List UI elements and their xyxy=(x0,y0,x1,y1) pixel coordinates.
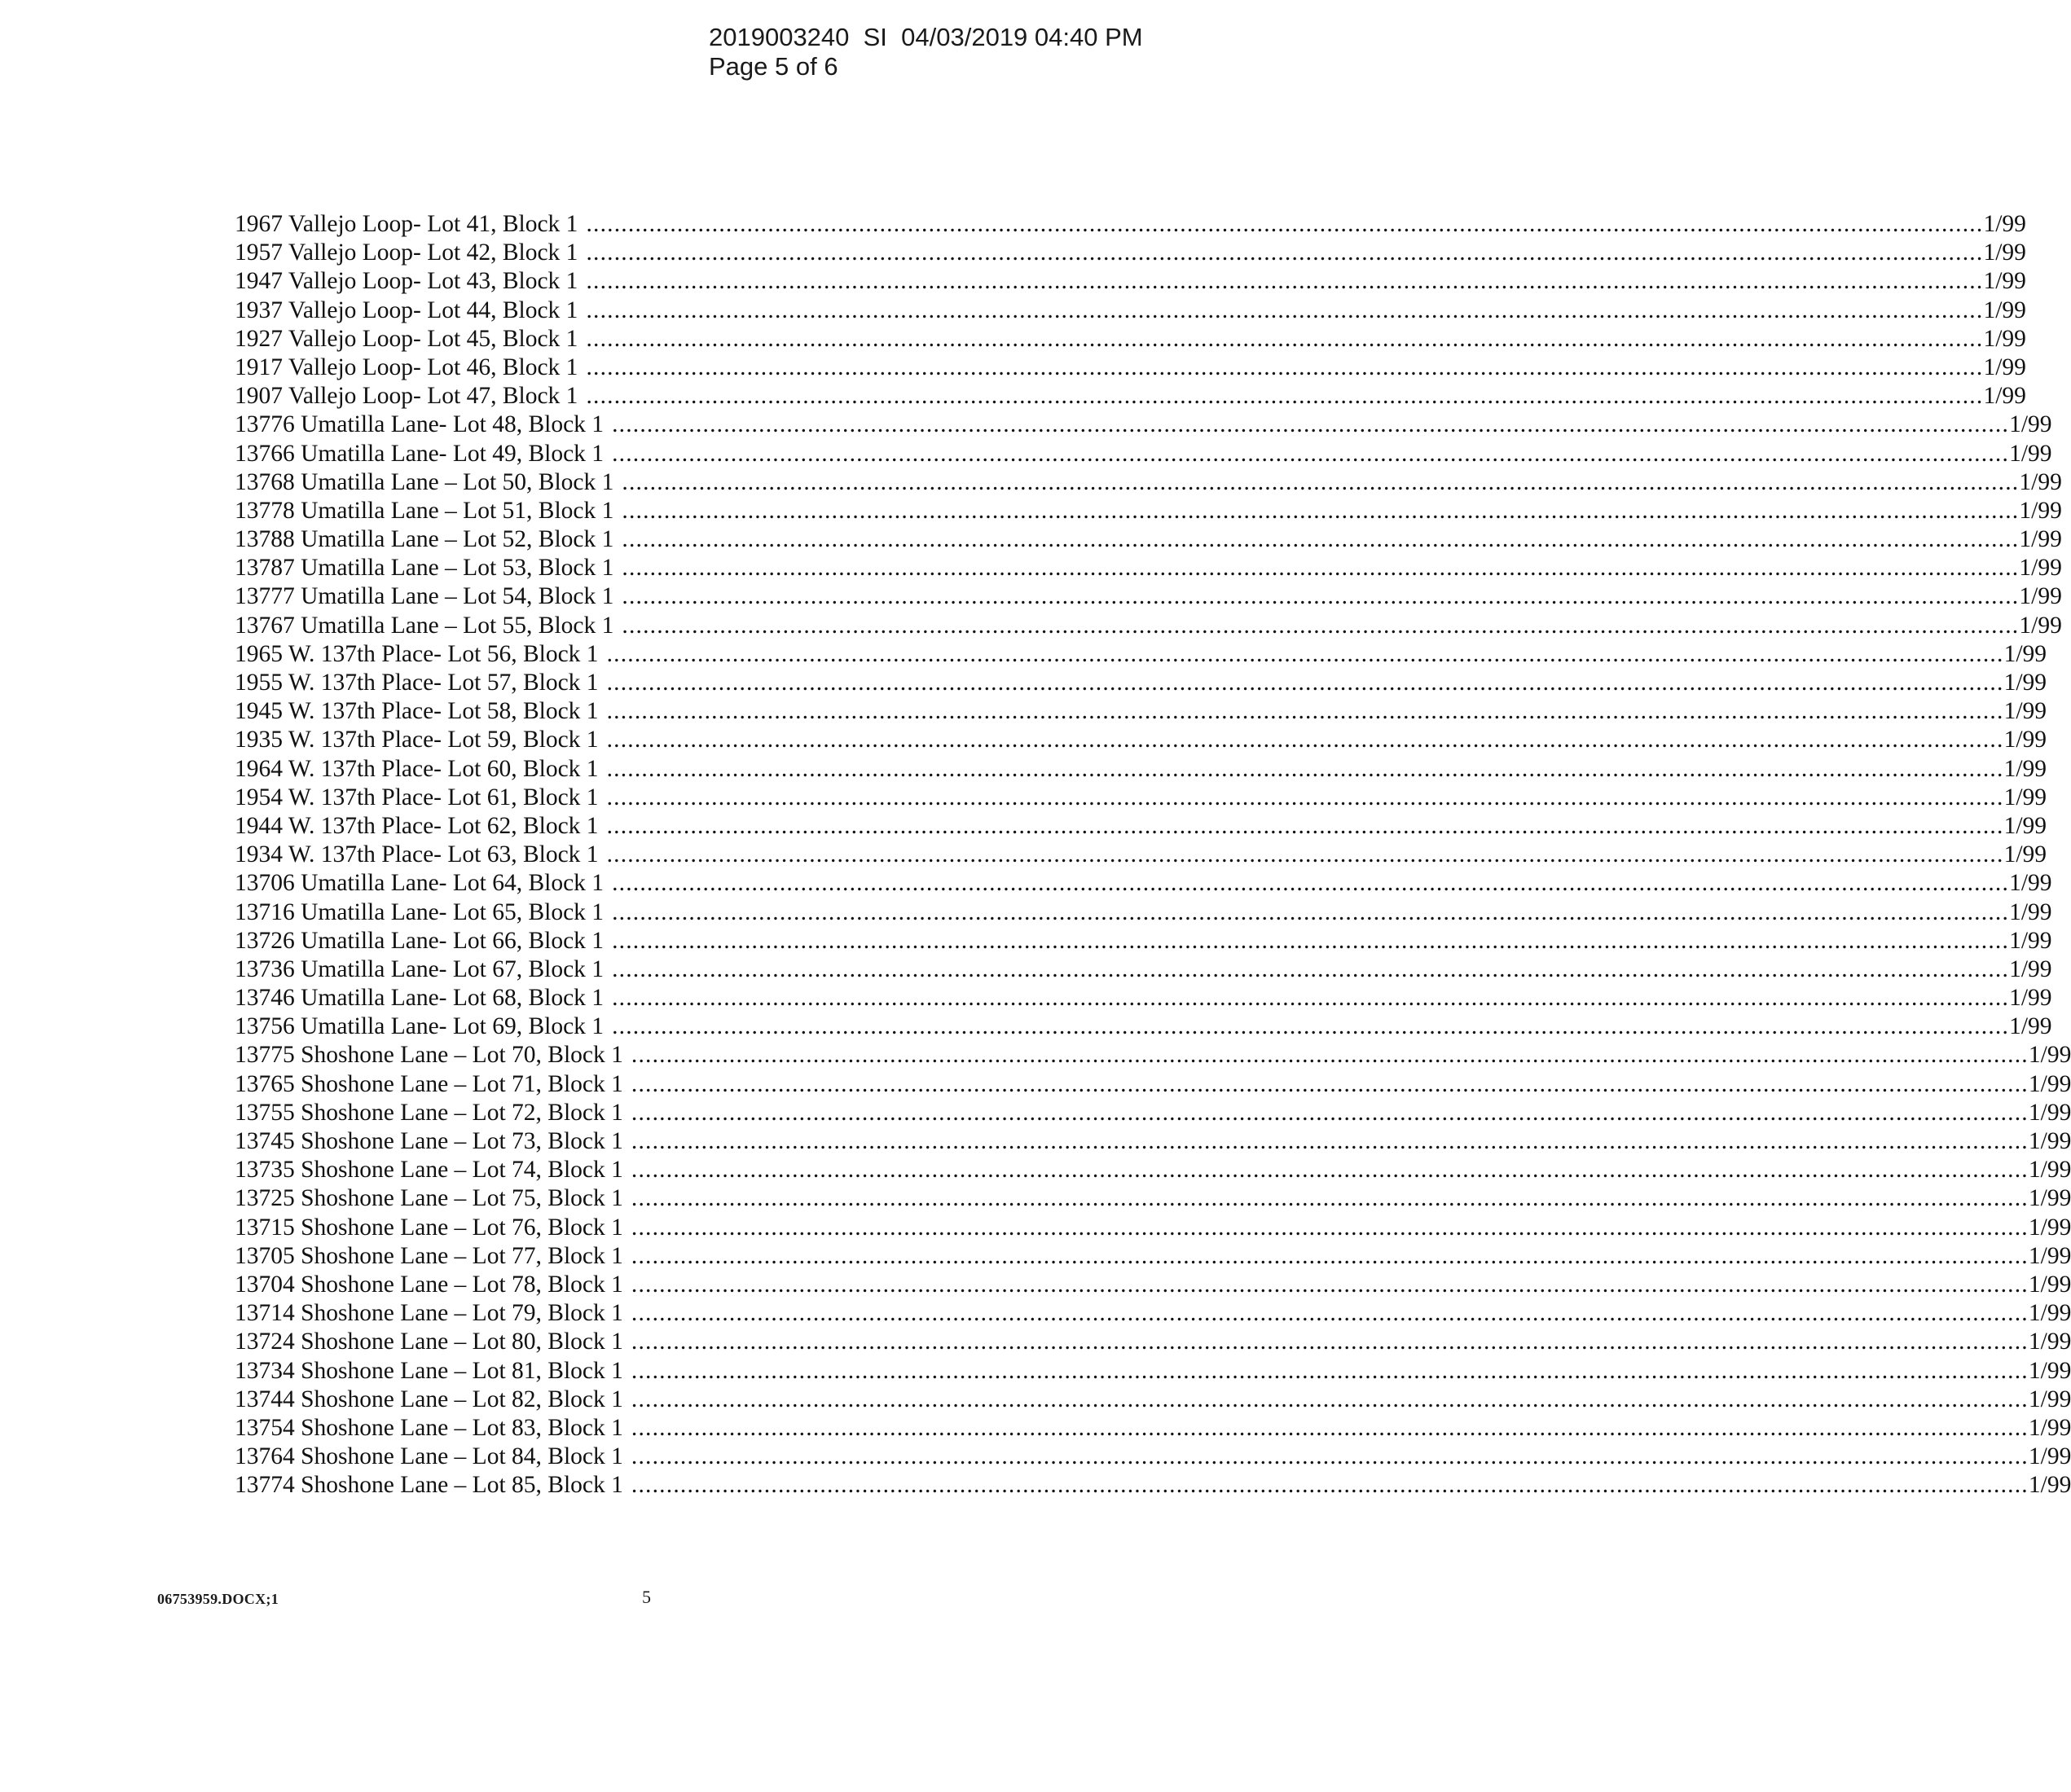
lot-row xyxy=(235,612,2062,640)
lot-row xyxy=(235,1041,2071,1069)
lot-row xyxy=(235,755,2047,784)
lot-row xyxy=(235,784,2047,812)
lot-share: 1/99 xyxy=(2028,1386,2071,1412)
dot-leader: ........................................................................................................................................................................................................ xyxy=(631,1443,2029,1470)
lot-share: 1/99 xyxy=(2003,784,2047,810)
dot-leader: ........................................................................................................................................................................................................ xyxy=(606,727,2004,753)
dot-leader: ........................................................................................................................................................................................................ xyxy=(631,1386,2029,1412)
lot-description: 13735 Shoshone Lane – Lot 74, Block 1 xyxy=(235,1157,623,1184)
dot-leader: ........................................................................................................................................................................................................ xyxy=(586,383,1984,410)
lot-row xyxy=(235,468,2062,497)
lot-row xyxy=(235,554,2062,582)
lot-share: 1/99 xyxy=(2009,870,2052,897)
dot-leader: ........................................................................................................................................................................................................ xyxy=(586,354,1984,380)
lot-share: 1/99 xyxy=(2009,898,2052,925)
lot-share: 1/99 xyxy=(2019,468,2062,495)
lot-row xyxy=(235,869,2052,898)
lot-row xyxy=(235,927,2052,955)
lot-description: 1967 Vallejo Loop- Lot 41, Block 1 xyxy=(235,211,578,237)
lot-share: 1/99 xyxy=(2003,755,2047,782)
lot-row xyxy=(235,1299,2071,1328)
lot-description: 13755 Shoshone Lane – Lot 72, Block 1 xyxy=(235,1099,623,1126)
dot-leader: ........................................................................................................................................................................................................ xyxy=(586,296,1984,323)
dot-leader: ........................................................................................................................................................................................................ xyxy=(631,1472,2029,1499)
lot-share: 1/99 xyxy=(2003,812,2047,839)
document-id: 06753959.DOCX;1 xyxy=(157,1591,279,1607)
lot-description: 13756 Umatilla Lane- Lot 69, Block 1 xyxy=(235,1013,605,1040)
lot-share: 1/99 xyxy=(2028,1443,2071,1470)
dot-leader: ........................................................................................................................................................................................................ xyxy=(622,497,2020,524)
dot-leader: ........................................................................................................................................................................................................ xyxy=(606,670,2004,696)
lot-description: 13744 Shoshone Lane – Lot 82, Block 1 xyxy=(235,1386,623,1412)
lot-share: 1/99 xyxy=(1983,354,2026,380)
lot-row xyxy=(235,382,2026,411)
lot-description: 13775 Shoshone Lane – Lot 70, Block 1 xyxy=(235,1042,623,1069)
lot-row xyxy=(235,984,2052,1012)
lot-share: 1/99 xyxy=(2028,1214,2071,1241)
lot-description: 13724 Shoshone Lane – Lot 80, Block 1 xyxy=(235,1329,623,1355)
recording-stamp xyxy=(709,23,1143,81)
dot-leader: ........................................................................................................................................................................................................ xyxy=(631,1300,2029,1327)
dot-leader: ........................................................................................................................................................................................................ xyxy=(612,411,2010,438)
dot-leader: ........................................................................................................................................................................................................ xyxy=(631,1242,2029,1269)
lot-share: 1/99 xyxy=(2028,1300,2071,1327)
lot-row xyxy=(235,411,2052,439)
lot-row xyxy=(235,582,2062,611)
lot-row xyxy=(235,1156,2071,1184)
dot-leader: ........................................................................................................................................................................................................ xyxy=(631,1357,2029,1384)
lot-row xyxy=(235,898,2052,927)
lot-description: 13706 Umatilla Lane- Lot 64, Block 1 xyxy=(235,870,605,897)
lot-share: 1/99 xyxy=(2009,440,2052,467)
recording-number-line: 2019003240 SI 04/03/2019 04:40 PM xyxy=(709,23,1143,51)
lot-share: 1/99 xyxy=(2028,1357,2071,1384)
lot-share: 1/99 xyxy=(2028,1157,2071,1184)
lot-description: 13734 Shoshone Lane – Lot 81, Block 1 xyxy=(235,1357,623,1384)
lot-share: 1/99 xyxy=(1983,383,2026,410)
lot-share: 1/99 xyxy=(2003,640,2047,667)
dot-leader: ........................................................................................................................................................................................................ xyxy=(612,898,2010,925)
lot-row xyxy=(235,1099,2071,1127)
lot-description: 1907 Vallejo Loop- Lot 47, Block 1 xyxy=(235,383,578,410)
lot-description: 13754 Shoshone Lane – Lot 83, Block 1 xyxy=(235,1414,623,1441)
lot-description: 13765 Shoshone Lane – Lot 71, Block 1 xyxy=(235,1070,623,1097)
lot-row xyxy=(235,1414,2071,1443)
lot-description: 13745 Shoshone Lane – Lot 73, Block 1 xyxy=(235,1128,623,1154)
dot-leader: ........................................................................................................................................................................................................ xyxy=(586,325,1984,352)
lot-description: 1957 Vallejo Loop- Lot 42, Block 1 xyxy=(235,239,578,266)
dot-leader: ........................................................................................................................................................................................................ xyxy=(612,440,2010,467)
lot-description: 13777 Umatilla Lane – Lot 54, Block 1 xyxy=(235,583,614,610)
lot-row xyxy=(235,669,2047,697)
lot-share: 1/99 xyxy=(1983,268,2026,295)
dot-leader: ........................................................................................................................................................................................................ xyxy=(606,812,2004,839)
dot-leader: ........................................................................................................................................................................................................ xyxy=(606,755,2004,782)
lot-row xyxy=(235,955,2052,984)
lot-share: 1/99 xyxy=(2019,497,2062,524)
lot-row xyxy=(235,267,2026,296)
lot-row xyxy=(235,1184,2071,1213)
lot-row xyxy=(235,325,2026,354)
lot-description: 1934 W. 137th Place- Lot 63, Block 1 xyxy=(235,841,599,868)
lot-description: 13774 Shoshone Lane – Lot 85, Block 1 xyxy=(235,1472,623,1499)
lot-row xyxy=(235,697,2047,726)
lot-share: 1/99 xyxy=(2009,1013,2052,1040)
lot-description: 13704 Shoshone Lane – Lot 78, Block 1 xyxy=(235,1271,623,1298)
dot-leader: ........................................................................................................................................................................................................ xyxy=(606,784,2004,810)
lot-share: 1/99 xyxy=(2028,1042,2071,1069)
dot-leader: ........................................................................................................................................................................................................ xyxy=(631,1271,2029,1298)
dot-leader: ........................................................................................................................................................................................................ xyxy=(612,955,2010,982)
lot-share: 1/99 xyxy=(2019,612,2062,639)
dot-leader: ........................................................................................................................................................................................................ xyxy=(631,1042,2029,1069)
dot-leader: ........................................................................................................................................................................................................ xyxy=(631,1128,2029,1154)
lot-row xyxy=(235,1214,2071,1242)
lot-share: 1/99 xyxy=(2028,1414,2071,1441)
lot-description: 1965 W. 137th Place- Lot 56, Block 1 xyxy=(235,640,599,667)
lot-description: 13715 Shoshone Lane – Lot 76, Block 1 xyxy=(235,1214,623,1241)
dot-leader: ........................................................................................................................................................................................................ xyxy=(631,1329,2029,1355)
lot-share: 1/99 xyxy=(2009,927,2052,954)
lot-share: 1/99 xyxy=(2028,1271,2071,1298)
lot-share: 1/99 xyxy=(2028,1099,2071,1126)
lot-allocation-list xyxy=(235,210,2071,1500)
lot-description: 13716 Umatilla Lane- Lot 65, Block 1 xyxy=(235,898,605,925)
lot-share: 1/99 xyxy=(2003,698,2047,725)
lot-row xyxy=(235,726,2047,754)
lot-description: 13764 Shoshone Lane – Lot 84, Block 1 xyxy=(235,1443,623,1470)
lot-description: 1927 Vallejo Loop- Lot 45, Block 1 xyxy=(235,325,578,352)
lot-row xyxy=(235,1127,2071,1156)
dot-leader: ........................................................................................................................................................................................................ xyxy=(622,468,2020,495)
lot-description: 13725 Shoshone Lane – Lot 75, Block 1 xyxy=(235,1185,623,1212)
lot-share: 1/99 xyxy=(2003,841,2047,868)
lot-share: 1/99 xyxy=(2019,583,2062,610)
lot-share: 1/99 xyxy=(2003,727,2047,753)
lot-description: 13714 Shoshone Lane – Lot 79, Block 1 xyxy=(235,1300,623,1327)
lot-share: 1/99 xyxy=(2028,1185,2071,1212)
dot-leader: ........................................................................................................................................................................................................ xyxy=(622,583,2020,610)
dot-leader: ........................................................................................................................................................................................................ xyxy=(606,698,2004,725)
lot-row xyxy=(235,1357,2071,1386)
dot-leader: ........................................................................................................................................................................................................ xyxy=(612,870,2010,897)
lot-row xyxy=(235,1070,2071,1099)
lot-description: 13778 Umatilla Lane – Lot 51, Block 1 xyxy=(235,497,614,524)
lot-row xyxy=(235,1471,2071,1500)
lot-share: 1/99 xyxy=(2009,411,2052,438)
lot-description: 1945 W. 137th Place- Lot 58, Block 1 xyxy=(235,698,599,725)
lot-description: 1937 Vallejo Loop- Lot 44, Block 1 xyxy=(235,296,578,323)
lot-description: 13776 Umatilla Lane- Lot 48, Block 1 xyxy=(235,411,605,438)
lot-description: 13705 Shoshone Lane – Lot 77, Block 1 xyxy=(235,1242,623,1269)
dot-leader: ........................................................................................................................................................................................................ xyxy=(606,640,2004,667)
dot-leader: ........................................................................................................................................................................................................ xyxy=(631,1157,2029,1184)
lot-description: 13766 Umatilla Lane- Lot 49, Block 1 xyxy=(235,440,605,467)
lot-description: 1954 W. 137th Place- Lot 61, Block 1 xyxy=(235,784,599,810)
lot-row xyxy=(235,812,2047,841)
dot-leader: ........................................................................................................................................................................................................ xyxy=(631,1070,2029,1097)
lot-description: 1947 Vallejo Loop- Lot 43, Block 1 xyxy=(235,268,578,295)
lot-share: 1/99 xyxy=(1983,325,2026,352)
lot-description: 1955 W. 137th Place- Lot 57, Block 1 xyxy=(235,670,599,696)
lot-share: 1/99 xyxy=(2019,526,2062,553)
lot-share: 1/99 xyxy=(2028,1070,2071,1097)
dot-leader: ........................................................................................................................................................................................................ xyxy=(586,239,1984,266)
lot-description: 13746 Umatilla Lane- Lot 68, Block 1 xyxy=(235,985,605,1012)
dot-leader: ........................................................................................................................................................................................................ xyxy=(612,1013,2010,1040)
lot-row xyxy=(235,640,2047,669)
lot-description: 13726 Umatilla Lane- Lot 66, Block 1 xyxy=(235,927,605,954)
lot-row xyxy=(235,841,2047,869)
lot-row xyxy=(235,525,2062,554)
lot-share: 1/99 xyxy=(2028,1472,2071,1499)
dot-leader: ........................................................................................................................................................................................................ xyxy=(631,1414,2029,1441)
lot-share: 1/99 xyxy=(2028,1329,2071,1355)
lot-share: 1/99 xyxy=(1983,211,2026,237)
page-number: 5 xyxy=(642,1587,651,1607)
lot-description: 13736 Umatilla Lane- Lot 67, Block 1 xyxy=(235,955,605,982)
lot-row xyxy=(235,1386,2071,1414)
lot-description: 13788 Umatilla Lane – Lot 52, Block 1 xyxy=(235,526,614,553)
lot-share: 1/99 xyxy=(2019,555,2062,582)
dot-leader: ........................................................................................................................................................................................................ xyxy=(586,211,1984,237)
dot-leader: ........................................................................................................................................................................................................ xyxy=(631,1214,2029,1241)
lot-row xyxy=(235,440,2052,468)
lot-row xyxy=(235,210,2026,239)
lot-share: 1/99 xyxy=(2009,955,2052,982)
dot-leader: ........................................................................................................................................................................................................ xyxy=(631,1185,2029,1212)
lot-share: 1/99 xyxy=(1983,239,2026,266)
lot-share: 1/99 xyxy=(1983,296,2026,323)
dot-leader: ........................................................................................................................................................................................................ xyxy=(586,268,1984,295)
dot-leader: ........................................................................................................................................................................................................ xyxy=(612,985,2010,1012)
dot-leader: ........................................................................................................................................................................................................ xyxy=(631,1099,2029,1126)
lot-description: 1964 W. 137th Place- Lot 60, Block 1 xyxy=(235,755,599,782)
lot-share: 1/99 xyxy=(2028,1128,2071,1154)
dot-leader: ........................................................................................................................................................................................................ xyxy=(606,841,2004,868)
lot-share: 1/99 xyxy=(2028,1242,2071,1269)
lot-share: 1/99 xyxy=(2009,985,2052,1012)
lot-description: 13767 Umatilla Lane – Lot 55, Block 1 xyxy=(235,612,614,639)
lot-row xyxy=(235,1242,2071,1271)
page-count-line: Page 5 of 6 xyxy=(709,52,838,81)
lot-row xyxy=(235,1012,2052,1041)
lot-description: 13768 Umatilla Lane – Lot 50, Block 1 xyxy=(235,468,614,495)
dot-leader: ........................................................................................................................................................................................................ xyxy=(622,555,2020,582)
lot-description: 1935 W. 137th Place- Lot 59, Block 1 xyxy=(235,727,599,753)
lot-row xyxy=(235,354,2026,382)
lot-row xyxy=(235,296,2026,325)
lot-row xyxy=(235,497,2062,525)
lot-row xyxy=(235,239,2026,267)
lot-description: 1917 Vallejo Loop- Lot 46, Block 1 xyxy=(235,354,578,380)
lot-row xyxy=(235,1443,2071,1471)
lot-row xyxy=(235,1271,2071,1299)
lot-row xyxy=(235,1328,2071,1356)
lot-description: 13787 Umatilla Lane – Lot 53, Block 1 xyxy=(235,555,614,582)
lot-share: 1/99 xyxy=(2003,670,2047,696)
lot-description: 1944 W. 137th Place- Lot 62, Block 1 xyxy=(235,812,599,839)
dot-leader: ........................................................................................................................................................................................................ xyxy=(622,612,2020,639)
dot-leader: ........................................................................................................................................................................................................ xyxy=(622,526,2020,553)
dot-leader: ........................................................................................................................................................................................................ xyxy=(612,927,2010,954)
